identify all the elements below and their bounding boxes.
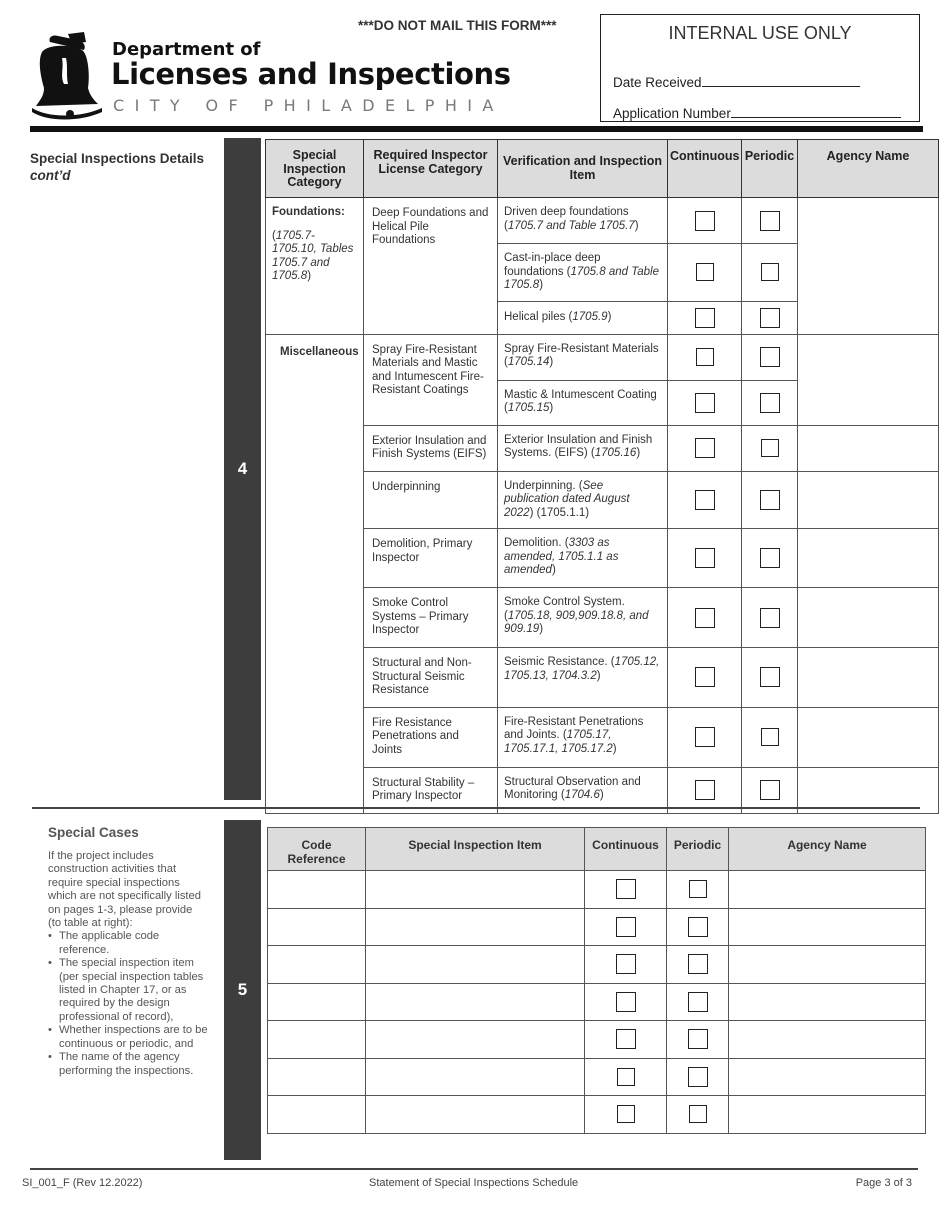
table-header-row xyxy=(266,140,939,198)
section-divider xyxy=(32,807,920,809)
agency-name-cell[interactable] xyxy=(729,1021,926,1059)
continuous-checkbox[interactable] xyxy=(695,308,715,328)
item-smoke-control: Smoke Control System. (1705.18, 909,909.18.8, and 909.19) xyxy=(498,588,668,648)
date-received-line[interactable] xyxy=(702,75,860,87)
section4-title xyxy=(30,150,204,184)
continuous-checkbox[interactable] xyxy=(695,490,715,510)
continuous-checkbox[interactable] xyxy=(616,954,636,974)
continuous-checkbox[interactable] xyxy=(695,780,715,800)
continuous-checkbox[interactable] xyxy=(695,211,715,231)
agency-name-cell[interactable] xyxy=(729,1096,926,1134)
agency-name-cell[interactable] xyxy=(729,908,926,946)
section4-continued: cont’d xyxy=(30,168,71,183)
col-header-item: Special Inspection Item xyxy=(366,828,585,871)
periodic-cell xyxy=(742,380,798,425)
item-structural-observation: Structural Observation and Monitoring (1704.6) xyxy=(498,767,668,813)
agency-name-cell[interactable] xyxy=(798,334,939,425)
inspection-item-cell[interactable] xyxy=(366,1058,585,1096)
periodic-cell xyxy=(667,1021,729,1059)
agency-name-cell[interactable] xyxy=(729,983,926,1021)
periodic-cell xyxy=(667,1058,729,1096)
internal-use-title: INTERNAL USE ONLY xyxy=(668,23,852,43)
periodic-checkbox[interactable] xyxy=(761,728,779,746)
agency-name-cell[interactable] xyxy=(798,425,939,471)
periodic-cell xyxy=(667,871,729,909)
col-header-periodic: Periodic xyxy=(667,828,729,871)
periodic-cell xyxy=(742,244,798,302)
continuous-cell xyxy=(585,1058,667,1096)
table-row xyxy=(266,198,939,244)
agency-name-cell[interactable] xyxy=(729,1058,926,1096)
periodic-checkbox[interactable] xyxy=(761,439,779,457)
license-fire-penetrations: Fire Resistance Penetrations and Joints xyxy=(364,707,498,767)
continuous-checkbox[interactable] xyxy=(616,1029,636,1049)
agency-name-cell[interactable] xyxy=(798,471,939,529)
continuous-checkbox[interactable] xyxy=(617,1068,635,1086)
continuous-cell xyxy=(668,198,742,244)
periodic-cell xyxy=(742,648,798,708)
col-header-item: Verification and Inspection Item xyxy=(498,140,668,198)
section5-number: 5 xyxy=(237,980,248,999)
footer-divider xyxy=(30,1168,918,1170)
col-header-continuous: Continuous xyxy=(585,828,667,871)
periodic-checkbox[interactable] xyxy=(760,490,780,510)
special-cases-table xyxy=(267,827,926,1134)
continuous-cell xyxy=(668,471,742,529)
item-fire-penetrations: Fire-Resistant Penetrations and Joints. (1705.17, 1705.17.1, 1705.17.2) xyxy=(498,707,668,767)
table-row xyxy=(266,425,939,471)
section5-description: If the project includes construction activities that require special inspections which are not specifically listed on pages 1-3, please provide (to table at right): xyxy=(48,850,201,930)
table-row xyxy=(266,707,939,767)
code-reference-cell[interactable] xyxy=(268,983,366,1021)
continuous-checkbox[interactable] xyxy=(616,879,636,899)
periodic-checkbox[interactable] xyxy=(760,347,780,367)
list-item: • The applicable code reference. xyxy=(48,930,208,957)
license-underpinning: Underpinning xyxy=(364,471,498,529)
code-reference-cell[interactable] xyxy=(268,871,366,909)
continuous-cell xyxy=(585,1021,667,1059)
code-reference-cell[interactable] xyxy=(268,1096,366,1134)
agency-name-cell[interactable] xyxy=(798,707,939,767)
continuous-checkbox[interactable] xyxy=(695,608,715,628)
periodic-cell xyxy=(667,1096,729,1134)
section5-bullet-list xyxy=(48,930,208,1077)
table-row xyxy=(268,871,926,909)
inspection-item-cell[interactable] xyxy=(366,946,585,984)
periodic-checkbox[interactable] xyxy=(760,393,780,413)
continuous-checkbox[interactable] xyxy=(616,992,636,1012)
continuous-cell xyxy=(585,983,667,1021)
continuous-checkbox[interactable] xyxy=(696,348,714,366)
periodic-cell xyxy=(742,471,798,529)
table-header-row xyxy=(268,828,926,871)
category-foundations-ref: (1705.7-1705.10, Tables 1705.7 and 1705.8) xyxy=(272,229,354,282)
code-reference-cell[interactable] xyxy=(268,908,366,946)
inspection-item-cell[interactable] xyxy=(366,983,585,1021)
table-row xyxy=(268,946,926,984)
inspection-item-cell[interactable] xyxy=(366,908,585,946)
periodic-cell xyxy=(742,334,798,380)
continuous-cell xyxy=(585,908,667,946)
periodic-cell xyxy=(742,301,798,334)
license-deep-foundations: Deep Foundations and Helical Pile Foundations xyxy=(364,198,498,335)
page-number: Page 3 of 3 xyxy=(855,1177,912,1189)
table-row xyxy=(268,908,926,946)
continuous-cell xyxy=(585,1096,667,1134)
table-row xyxy=(266,334,939,380)
periodic-cell xyxy=(742,707,798,767)
agency-name-cell[interactable] xyxy=(798,648,939,708)
periodic-checkbox[interactable] xyxy=(688,992,708,1012)
application-number-line[interactable] xyxy=(731,106,901,118)
col-header-license: Required Inspector License Category xyxy=(364,140,498,198)
section4-title-text: Special Inspections Details xyxy=(30,151,205,166)
inspection-item-cell[interactable] xyxy=(366,871,585,909)
license-seismic: Structural and Non-Structural Seismic Resistance xyxy=(364,648,498,708)
periodic-checkbox[interactable] xyxy=(688,1029,708,1049)
department-label: Department of xyxy=(112,39,261,60)
item-demolition: Demolition. (3303 as amended, 1705.1.1 as amended) xyxy=(498,529,668,588)
col-header-category: Special Inspection Category xyxy=(266,140,364,198)
table-row xyxy=(266,648,939,708)
continuous-cell xyxy=(585,871,667,909)
inspection-item-cell[interactable] xyxy=(366,1021,585,1059)
date-received-field xyxy=(613,75,860,90)
liberty-bell-logo xyxy=(28,28,106,120)
item-mastic-intumescent: Mastic & Intumescent Coating (1705.15) xyxy=(498,380,668,425)
form-id: SI_001_F (Rev 12.2022) xyxy=(22,1177,143,1189)
continuous-checkbox[interactable] xyxy=(695,548,715,568)
item-underpinning: Underpinning. (See publication dated August 2022) (1705.1.1) xyxy=(498,471,668,529)
continuous-cell xyxy=(668,588,742,648)
col-header-continuous: Continuous xyxy=(668,140,742,198)
list-item: • The special inspection item (per special inspection tables listed in Chapter 17, or as required by the design professional of record), xyxy=(48,957,208,1024)
agency-name-cell[interactable] xyxy=(798,529,939,588)
periodic-cell xyxy=(742,198,798,244)
continuous-cell xyxy=(668,707,742,767)
category-foundations xyxy=(266,198,364,335)
section5-number-bar xyxy=(224,820,261,1160)
item-driven-deep-foundations: Driven deep foundations (1705.7 and Table 1705.7) xyxy=(498,198,668,244)
do-not-mail-notice: ***DO NOT MAIL THIS FORM*** xyxy=(358,18,557,33)
department-name: Licenses and Inspections xyxy=(111,57,511,91)
table-row xyxy=(266,588,939,648)
periodic-checkbox[interactable] xyxy=(688,1067,708,1087)
continuous-checkbox[interactable] xyxy=(617,1105,635,1123)
license-eifs: Exterior Insulation and Finish Systems (EIFS) xyxy=(364,425,498,471)
continuous-cell xyxy=(668,529,742,588)
periodic-checkbox[interactable] xyxy=(689,1105,707,1123)
continuous-cell xyxy=(585,946,667,984)
section5-title: Special Cases xyxy=(48,825,139,840)
periodic-checkbox[interactable] xyxy=(688,917,708,937)
periodic-cell xyxy=(742,588,798,648)
continuous-cell xyxy=(668,334,742,380)
agency-name-cell[interactable] xyxy=(798,198,939,335)
item-helical-piles: Helical piles (1705.9) xyxy=(498,301,668,334)
table-row xyxy=(266,529,939,588)
continuous-checkbox[interactable] xyxy=(616,917,636,937)
continuous-cell xyxy=(668,648,742,708)
item-spray-fire-resistant: Spray Fire-Resistant Materials (1705.14) xyxy=(498,334,668,380)
col-header-periodic: Periodic xyxy=(742,140,798,198)
license-demolition: Demolition, Primary Inspector xyxy=(364,529,498,588)
periodic-checkbox[interactable] xyxy=(761,263,779,281)
city-name: CITY OF PHILADELPHIA xyxy=(113,96,504,115)
periodic-cell xyxy=(667,908,729,946)
license-structural-stability: Structural Stability – Primary Inspector xyxy=(364,767,498,813)
periodic-checkbox[interactable] xyxy=(760,608,780,628)
periodic-cell xyxy=(742,425,798,471)
table-row xyxy=(268,1021,926,1059)
periodic-checkbox[interactable] xyxy=(689,880,707,898)
internal-use-box xyxy=(600,14,920,122)
periodic-checkbox[interactable] xyxy=(760,780,780,800)
table-row xyxy=(268,1096,926,1134)
continuous-cell xyxy=(668,244,742,302)
agency-name-cell[interactable] xyxy=(729,946,926,984)
periodic-checkbox[interactable] xyxy=(688,954,708,974)
continuous-checkbox[interactable] xyxy=(695,438,715,458)
table-row xyxy=(266,471,939,529)
agency-name-cell[interactable] xyxy=(729,871,926,909)
periodic-cell xyxy=(742,529,798,588)
periodic-checkbox[interactable] xyxy=(760,548,780,568)
special-inspections-table xyxy=(265,139,939,814)
code-reference-cell[interactable] xyxy=(268,1058,366,1096)
item-seismic: Seismic Resistance. (1705.12, 1705.13, 1704.3.2) xyxy=(498,648,668,708)
periodic-checkbox[interactable] xyxy=(760,211,780,231)
periodic-checkbox[interactable] xyxy=(760,308,780,328)
table-row xyxy=(268,1058,926,1096)
table-row xyxy=(268,983,926,1021)
continuous-checkbox[interactable] xyxy=(695,393,715,413)
list-item: • Whether inspections are to be continuous or periodic, and xyxy=(48,1024,208,1051)
periodic-checkbox[interactable] xyxy=(760,667,780,687)
col-header-code-ref: Code Reference xyxy=(268,828,366,871)
application-number-field xyxy=(613,106,901,121)
agency-name-cell[interactable] xyxy=(798,588,939,648)
form-title: Statement of Special Inspections Schedule xyxy=(369,1177,579,1189)
periodic-cell xyxy=(667,983,729,1021)
category-miscellaneous: Miscellaneous xyxy=(266,334,364,813)
col-header-agency: Agency Name xyxy=(798,140,939,198)
continuous-checkbox[interactable] xyxy=(696,263,714,281)
col-header-agency: Agency Name xyxy=(729,828,926,871)
item-eifs: Exterior Insulation and Finish Systems. (EIFS) (1705.16) xyxy=(498,425,668,471)
date-received-label: Date Received xyxy=(613,75,702,90)
continuous-checkbox[interactable] xyxy=(695,667,715,687)
category-foundations-label: Foundations: xyxy=(272,206,345,218)
section4-number: 4 xyxy=(237,459,248,478)
license-spray-fire-resistant: Spray Fire-Resistant Materials and Mastic and Intumescent Fire-Resistant Coatings xyxy=(364,334,498,425)
inspection-item-cell[interactable] xyxy=(366,1096,585,1134)
continuous-cell xyxy=(668,425,742,471)
periodic-cell xyxy=(667,946,729,984)
section4-number-bar xyxy=(224,138,261,800)
license-smoke-control: Smoke Control Systems – Primary Inspector xyxy=(364,588,498,648)
code-reference-cell[interactable] xyxy=(268,1021,366,1059)
continuous-cell xyxy=(668,380,742,425)
section5-instructions xyxy=(48,850,208,1078)
code-reference-cell[interactable] xyxy=(268,946,366,984)
header-divider xyxy=(30,126,923,132)
application-number-label: Application Number xyxy=(613,106,731,121)
continuous-checkbox[interactable] xyxy=(695,727,715,747)
continuous-cell xyxy=(668,301,742,334)
item-cast-in-place-foundations: Cast-in-place deep foundations (1705.8 and Table 1705.8) xyxy=(498,244,668,302)
list-item: • The name of the agency performing the inspections. xyxy=(48,1051,208,1078)
